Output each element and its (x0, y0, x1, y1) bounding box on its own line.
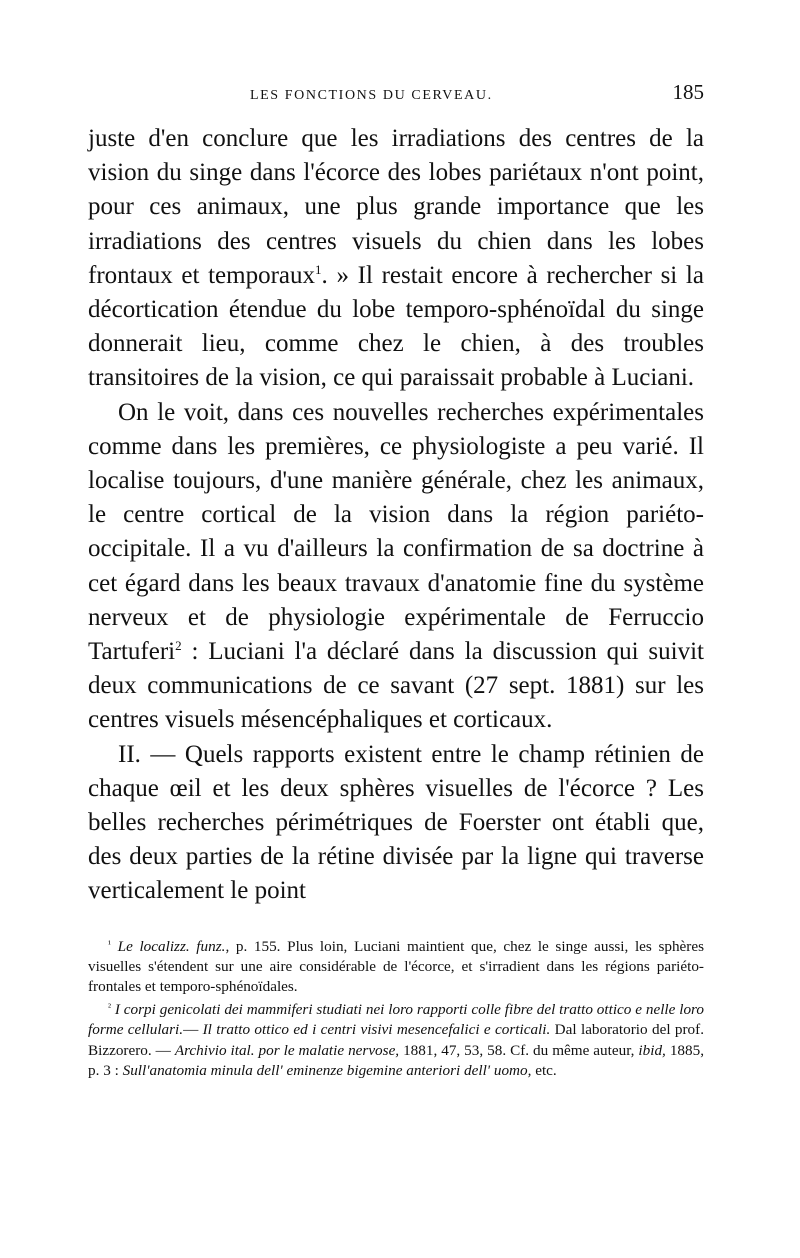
body-text (88, 122, 704, 909)
footnote-2-text-4: etc. (531, 1062, 557, 1080)
footnote-2-title-3: Sull'anatomia minula dell' eminenze bigemine anteriori dell' uomo, (122, 1062, 532, 1080)
paragraph-1-rest: . » Il restait encore à rechercher si la décortication étendue du lobe temporo-sphénoïdal du singe donnerait lieu, comme chez le chien, à des troubles transitoires de la vision, ce qui paraissait probable à Luciani. (88, 261, 704, 392)
footnote-2-title-2: Il tratto ottico ed i centri visivi mesencefalici e corticali. (202, 1021, 551, 1039)
footnotes (88, 935, 704, 1082)
footnote-1-ref: Le localizz. funz. (117, 937, 226, 955)
book-page (88, 76, 704, 1082)
footnote-2-text-2: 1881, 47, 53, 58. Cf. du même auteur, (399, 1041, 639, 1059)
paragraph-2-text: On le voit, dans ces nouvelles recherches expérimentales comme dans les premières, ce physiologiste a peu varié. Il localise toujours, d'une manière générale, chez les animaux, le centre cortical de la vision dans la région pariéto-occipitale. Il a vu d'ailleurs la confirmation de sa doctrine à cet égard dans les beaux travaux d'anatomie fine du système nerveux et de physiologie expérimentale de Ferruccio Tartuferi (88, 398, 704, 666)
footnote-ref-1: 1 (315, 261, 322, 277)
footnote-1 (88, 935, 704, 998)
footnote-ref-2: 2 (175, 638, 182, 654)
paragraph-3: II. — Quels rapports existent entre le champ rétinien de chaque œil et les deux sphères visuelles de l'écorce ? Les belles recherches périmétriques de Foerster ont établi que, des deux parties de la rétine divisée par la ligne qui traverse verticalement le point (88, 740, 704, 905)
footnote-1-text: , p. 155. Plus loin, Luciani maintient que, chez le singe aussi, les sphères visuelles s'étendent sur une aire considérable de l'écorce, et s'irradient dans les régions pariéto-frontales et temporo-sphénoïdales. (88, 937, 704, 996)
footnote-2-title-1: I corpi genicolati dei mammiferi studiati nei loro rapporti colle fibre del tratto ottico e nelle loro forme cellulari. (88, 1000, 704, 1039)
footnote-2-journal: Archivio ital. por le malatie nervose, (174, 1041, 400, 1059)
footnote-2 (88, 998, 704, 1082)
footnote-1-mark: ¹ (108, 938, 111, 950)
paragraph-1 (88, 122, 704, 396)
running-title: LES FONCTIONS DU CERVEAU. (250, 88, 493, 103)
running-head (88, 76, 704, 122)
page-number: 185 (672, 80, 704, 104)
paragraph-2 (88, 396, 704, 738)
paragraph-1-text: juste d'en conclure que les irradiations des centres de la vision du singe dans l'écorce des lobes pariétaux n'ont point, pour ces animaux, une plus grande importance que les irradiations des centres visuels du chien dans les lobes frontaux et temporaux (88, 125, 704, 289)
footnote-2-mark: ² (108, 1001, 111, 1013)
paragraph-2-rest: : Luciani l'a déclaré dans la discussion qui suivit deux communications de ce savant (27 sept. 1881) sur les centres visuels mésencéphaliques et corticaux. (88, 638, 704, 734)
footnote-2-ibid: ibid, (638, 1041, 666, 1059)
footnote-2-text-3: 1885, p. 3 : (88, 1041, 705, 1080)
footnote-2-sep: — (183, 1021, 203, 1039)
footnote-2-text-1: Dal laboratorio del prof. Bizzorero. — (88, 1021, 705, 1059)
